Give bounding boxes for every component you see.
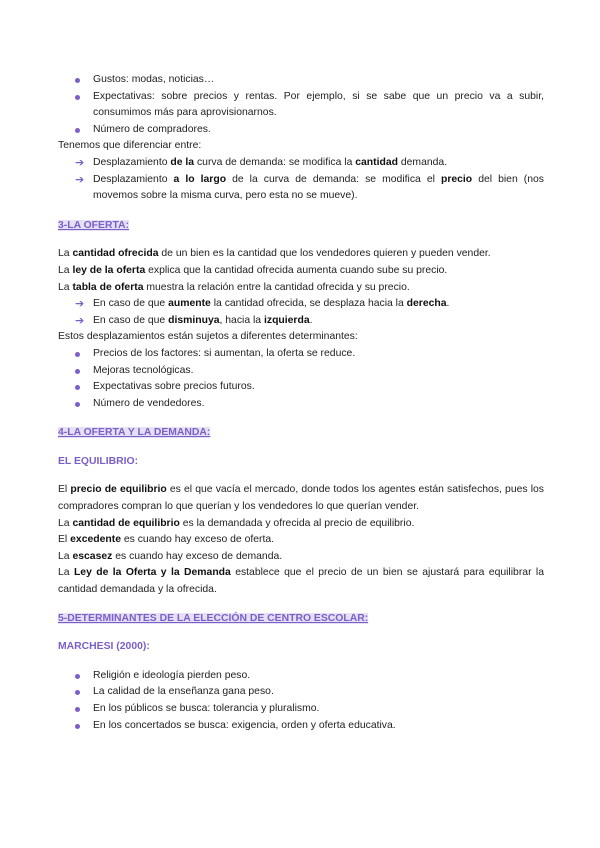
- arrow-right-icon: ➔: [75, 172, 85, 186]
- list-item: ➔ Desplazamiento de la curva de demanda: se modifica la cantidad demanda.: [58, 155, 544, 172]
- arrow-right-icon: ➔: [75, 297, 85, 311]
- bullet-icon: [75, 402, 80, 407]
- bullet-icon: [75, 369, 80, 374]
- list-item: Gustos: modas, noticias…: [58, 72, 544, 89]
- paragraph: La cantidad de equilibrio es la demandada y ofrecida al precio de equilibrio.: [58, 517, 415, 529]
- bullet-icon: [75, 674, 80, 679]
- supply-determinants-list: [58, 346, 544, 412]
- paragraph: La escasez es cuando hay exceso de demanda.: [58, 550, 283, 562]
- bullet-icon: [75, 690, 80, 695]
- section-heading-oferta: 3-LA OFERTA:: [58, 219, 129, 231]
- subheading-marchesi: MARCHESI (2000):: [58, 641, 150, 653]
- bullet-icon: [75, 78, 80, 83]
- list-item: Expectativas sobre precios futuros.: [58, 379, 544, 396]
- bullet-icon: [75, 128, 80, 133]
- bullet-icon: [75, 352, 80, 357]
- list-item: La calidad de la enseñanza gana peso.: [58, 684, 544, 701]
- list-item: Precios de los factores: si aumentan, la oferta se reduce.: [58, 346, 544, 363]
- arrow-right-icon: ➔: [75, 313, 85, 327]
- list-item: ➔ En caso de que aumente la cantidad ofrecida, se desplaza hacia la derecha.: [58, 296, 544, 313]
- list-item: Número de vendedores.: [58, 396, 544, 413]
- list-item: ➔ Desplazamiento a lo largo de la curva de demanda: se modifica el precio del bien (nos movemos sobre la misma curva, pero esta no se mueve).: [75, 172, 544, 202]
- bullet-icon: [75, 724, 80, 729]
- list-item: Mejoras tecnológicas.: [58, 363, 544, 380]
- paragraph: Tenemos que diferenciar entre:: [58, 140, 202, 152]
- paragraph: La tabla de oferta muestra la relación entre la cantidad ofrecida y su precio.: [58, 281, 410, 293]
- school-choice-list: [58, 668, 544, 734]
- paragraph: El precio de equilibrio es el que vacía el mercado, donde todos los agentes están satisfechos, pues los compradores compran lo que querían y los vendedores lo que querían vender.: [58, 484, 545, 513]
- bullet-icon: [75, 95, 80, 100]
- list-item: En los concertados se busca: exigencia, orden y oferta educativa.: [58, 718, 544, 735]
- paragraph: Estos desplazamientos están sujetos a diferentes determinantes:: [58, 331, 358, 343]
- section-heading-oferta-demanda: 4-LA OFERTA Y LA DEMANDA:: [58, 427, 211, 439]
- list-item: ➔ En caso de que disminuya, hacia la izquierda.: [58, 313, 544, 330]
- arrow-right-icon: ➔: [75, 155, 85, 169]
- paragraph: La ley de la oferta explica que la cantidad ofrecida aumenta cuando sube su precio.: [58, 264, 448, 276]
- arrow-list: [58, 155, 544, 205]
- document-content: [58, 72, 544, 734]
- demand-determinants-list: [58, 72, 544, 138]
- list-item: En los públicos se busca: tolerancia y pluralismo.: [58, 701, 544, 718]
- list-item: Número de compradores.: [58, 122, 544, 139]
- list-item: Expectativas: sobre precios y rentas. Por ejemplo, si se sabe que un precio va a subir, consumimos más para aprovisionarnos.: [58, 89, 544, 122]
- subheading-equilibrio: EL EQUILIBRIO:: [58, 455, 139, 467]
- list-item: Religión e ideología pierden peso.: [58, 668, 544, 685]
- paragraph: La cantidad ofrecida de un bien es la cantidad que los vendedores quieren y pueden vender.: [58, 248, 491, 260]
- bullet-icon: [75, 385, 80, 390]
- section-heading-centro-escolar: 5-DETERMINANTES DE LA ELECCIÓN DE CENTRO ESCOLAR:: [58, 612, 369, 624]
- arrow-list: [58, 296, 544, 329]
- paragraph: La Ley de la Oferta y la Demanda establece que el precio de un bien se ajustará para equilibrar la cantidad demandada y la ofrecida.: [58, 567, 545, 596]
- bullet-icon: [75, 707, 80, 712]
- paragraph: El excedente es cuando hay exceso de oferta.: [58, 534, 275, 546]
